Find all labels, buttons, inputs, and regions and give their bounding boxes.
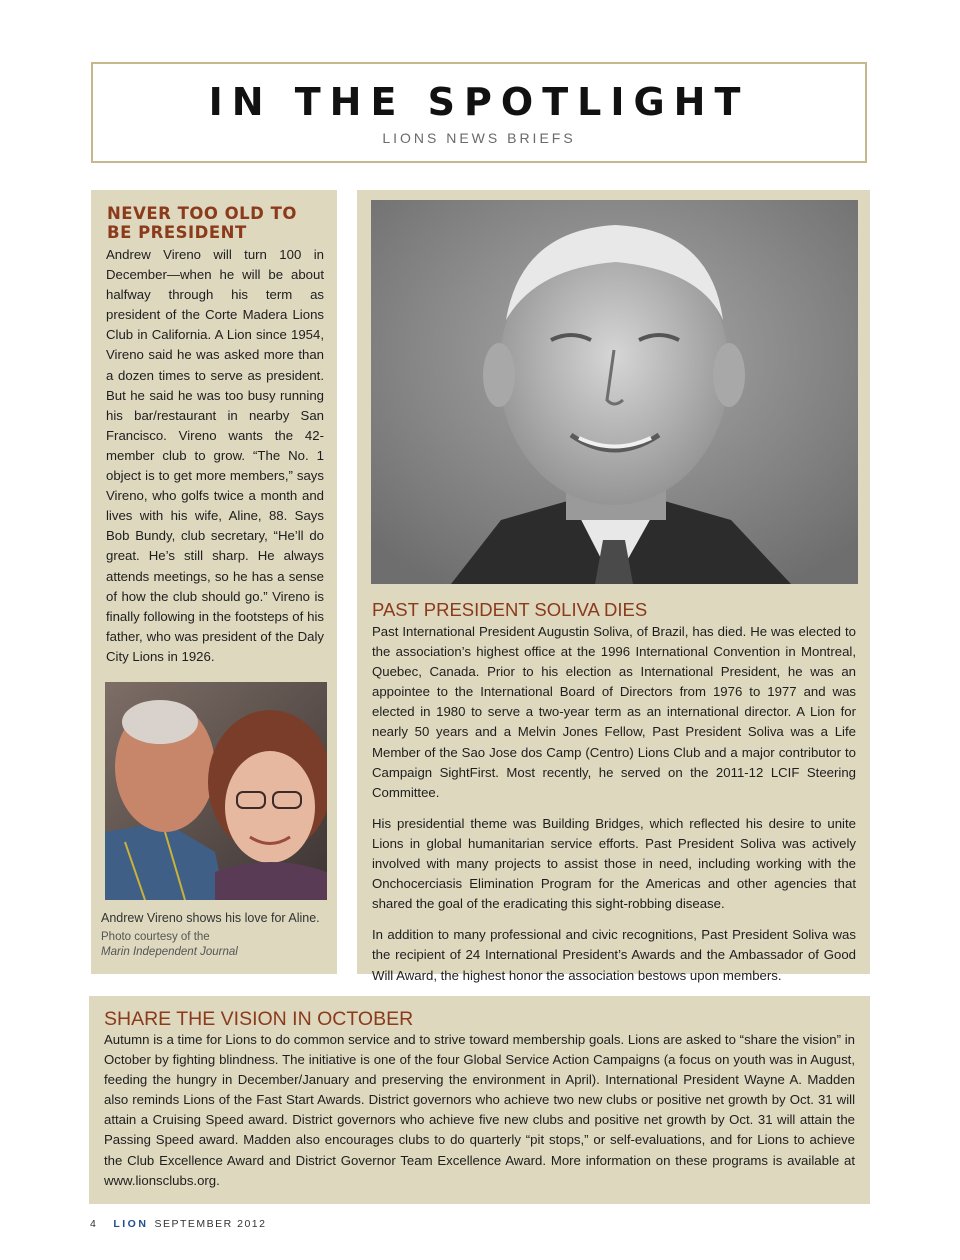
photo-credit <box>101 930 333 960</box>
vision-story-title: SHARE THE VISION IN OCTOBER <box>104 1008 414 1030</box>
header-box <box>91 62 867 163</box>
vireno-story-panel <box>91 190 337 974</box>
soliva-paragraph: In addition to many professional and civic recognitions, Past President Soliva was the recipient of 24 International President’s Awards and the Ambassador of Good Will Award, the highest honor the association bestows upon members. <box>372 927 856 983</box>
page-subtitle: LIONS NEWS BRIEFS <box>382 130 576 146</box>
vireno-story-body: Andrew Vireno will turn 100 in December—when he will be about halfway through his term as president of the Corte Madera Lions Club in California. A Lion since 1954, Vireno said he was asked more than a dozen times to serve as president. But he said he was too busy running his bar/restaurant in nearby San Francisco. Vireno wants the 42-member club to grow. “The No. 1 object is to get more members,” says Vireno, who golfs twice a month and lives with his wife, Aline, 88. Says Bob Bundy, club secretary, “He’ll do great. He’s still sharp. He always attends meetings, so he has a sense of how the club should go.” Vireno is finally following in the footsteps of his father, who was president of the Daly City Lions in 1926. <box>106 247 324 664</box>
soliva-portrait-photo <box>371 200 858 584</box>
soliva-story-body <box>372 622 856 997</box>
soliva-paragraph: His presidential theme was Building Bridges, which reflected his desire to unite Lions in global humanitarian service efforts. Past President Soliva was actively involved with many projects to assist those in need, including working with the Onchocerciasis Elimination Program for the Americas and other agencies that shared the goal of the eradicating this sight-robbing disease. <box>372 815 856 912</box>
page-number: 4 <box>90 1218 98 1230</box>
vision-story-panel <box>89 996 870 1204</box>
vireno-couple-photo <box>105 682 327 900</box>
photo-credit-prefix: Photo courtesy of the <box>101 931 210 943</box>
soliva-story-panel <box>357 190 870 983</box>
issue-date: SEPTEMBER 2012 <box>154 1218 267 1230</box>
soliva-story-title: PAST PRESIDENT SOLIVA DIES <box>372 599 648 620</box>
vireno-story-title: NEVER TOO OLD TO BE PRESIDENT <box>107 204 297 242</box>
photo-credit-source: Marin Independent Journal <box>101 946 238 958</box>
vision-story-body: Autumn is a time for Lions to do common service and to strive toward membership goals. Lions are asked to “share the vision” in October by fighting blindness. The initiative is one of the four Global Service Action Campaigns (a focus on youth was in August, feeding the hungry in December/January and preserving the environment in April). International President Wayne A. Madden also reminds Lions of the Fast Start Awards. District governors who achieve two new clubs or positive net growth by Oct. 31 will attain a Cruising Speed award. District governors who achieve five new clubs and positive net growth by Oct. 31 will attain the Passing Speed award. Madden also encourages clubs to do quarterly “pit stops,” or self-evaluations, and for Lions to achieve the Club Excellence Award and District Governor Team Excellence Award. More information on these programs is available at www.lionsclubs.org. <box>104 1032 855 1188</box>
photo-caption: Andrew Vireno shows his love for Aline. <box>101 911 320 925</box>
magazine-name: LION <box>113 1218 149 1230</box>
soliva-paragraph: Past International President Augustin Soliva, of Brazil, has died. He was elected to the association’s highest office at the 1996 International Convention in Montreal, Quebec, Canada. Prior to his election as International President, he was an appointee to the International Board of Directors from 1976 to 1977 and was elected in 1980 to serve a two-year term as an international director. A Lion for nearly 50 years and a Melvin Jones Fellow, Past President Soliva was a Life Member of the Sao Jose dos Camp (Centro) Lions Club and a major contributor to Campaign SightFirst. Most recently, he served on the 2011-12 LCIF Steering Committee. <box>372 624 856 800</box>
page-title: IN THE SPOTLIGHT <box>208 80 750 124</box>
page-footer <box>90 1218 266 1230</box>
